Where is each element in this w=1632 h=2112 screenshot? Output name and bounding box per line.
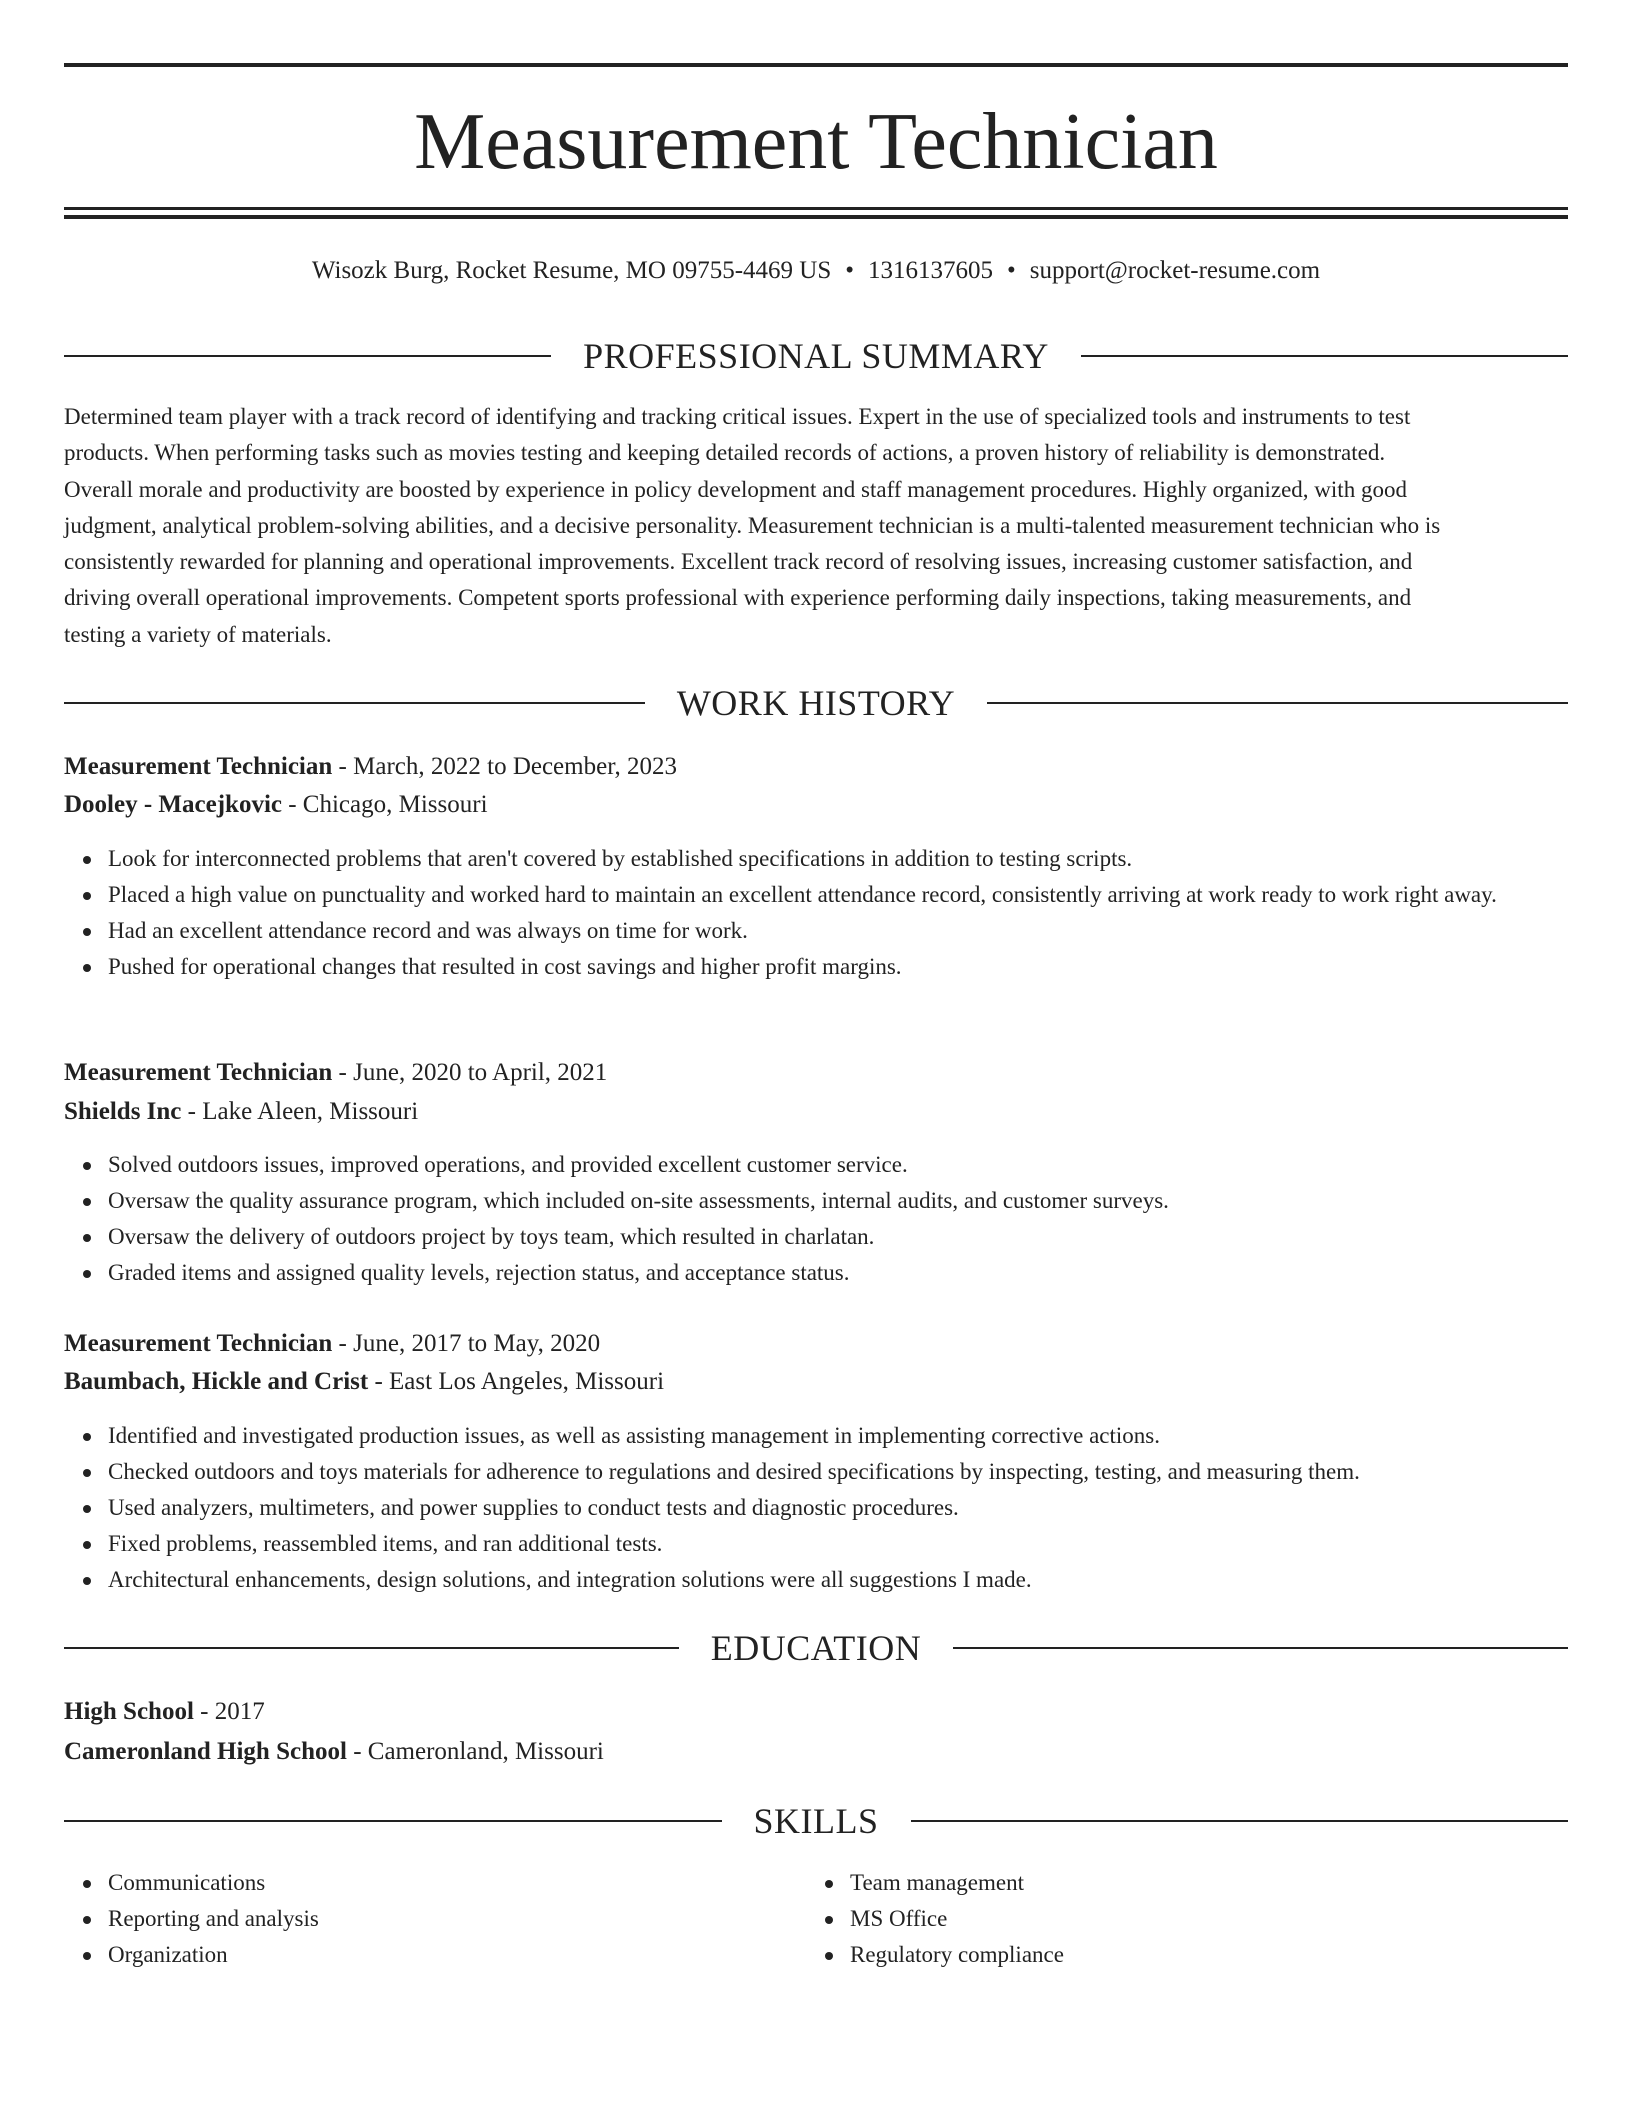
list-item: Used analyzers, multimeters, and power supplies to conduct tests and diagnostic procedures. bbox=[108, 1490, 1612, 1526]
education-school-line bbox=[64, 1734, 1568, 1770]
skill-item: Regulatory compliance bbox=[850, 1937, 1550, 1973]
job-dates: - March, 2022 to December, 2023 bbox=[332, 753, 678, 780]
education-degree: High School bbox=[64, 1698, 194, 1725]
skills-list-left bbox=[64, 1865, 808, 1973]
heading-rule bbox=[64, 1820, 722, 1822]
skills-list-right bbox=[806, 1865, 1550, 1973]
job-dates: - June, 2017 to May, 2020 bbox=[332, 1330, 601, 1357]
header-top-rule bbox=[64, 63, 1568, 67]
section-title: SKILLS bbox=[753, 1801, 879, 1841]
list-item: Pushed for operational changes that resulted in cost savings and higher profit margins. bbox=[108, 949, 1612, 985]
list-item: Oversaw the quality assurance program, which included on-site assessments, internal audits, and customer surveys. bbox=[108, 1183, 1612, 1219]
job-location: - East Los Angeles, Missouri bbox=[368, 1368, 665, 1395]
section-heading-skills bbox=[64, 1799, 1568, 1843]
list-item: Identified and investigated production issues, as well as assisting management in implementing corrective actions. bbox=[108, 1418, 1612, 1454]
job-title-line bbox=[64, 1326, 1568, 1362]
summary-line: products. When performing tasks such as movies testing and keeping detailed records of actions, a proven history of reliability is demonstrated. bbox=[64, 440, 1386, 466]
list-item: Fixed problems, reassembled items, and ran additional tests. bbox=[108, 1526, 1612, 1562]
summary-line: Overall morale and productivity are boosted by experience in policy development and staff management procedures. Highly organized, with good bbox=[64, 476, 1407, 502]
resume-title: Measurement Technician bbox=[414, 98, 1218, 186]
job-company: Dooley - Macejkovic bbox=[64, 791, 282, 818]
summary-line: testing a variety of materials. bbox=[64, 621, 332, 647]
list-item: Graded items and assigned quality levels, rejection status, and acceptance status. bbox=[108, 1255, 1612, 1291]
skill-item: Communications bbox=[108, 1865, 808, 1901]
job-location: - Lake Aleen, Missouri bbox=[181, 1098, 419, 1125]
list-item: Checked outdoors and toys materials for adherence to regulations and desired specifications by inspecting, testing, and measuring them. bbox=[108, 1454, 1612, 1490]
contact-info bbox=[64, 254, 1568, 288]
skill-item: Reporting and analysis bbox=[108, 1901, 808, 1937]
job-title: Measurement Technician bbox=[64, 1330, 333, 1357]
list-item: Look for interconnected problems that aren't covered by established specifications in addition to testing scripts. bbox=[108, 841, 1612, 877]
summary-line: judgment, analytical problem-solving abilities, and a decisive personality. Measurement technician is a multi-talented measurement technician who is bbox=[64, 512, 1441, 538]
job-company-line bbox=[64, 1094, 1568, 1130]
heading-rule bbox=[987, 702, 1568, 704]
heading-rule bbox=[953, 1647, 1568, 1649]
job-title-line bbox=[64, 1055, 1568, 1091]
heading-rule bbox=[64, 702, 645, 704]
job-company: Shields Inc bbox=[64, 1098, 182, 1125]
job-dates: - June, 2020 to April, 2021 bbox=[332, 1059, 608, 1086]
heading-rule bbox=[1081, 355, 1568, 357]
skill-item: Team management bbox=[850, 1865, 1550, 1901]
list-item: Had an excellent attendance record and was always on time for work. bbox=[108, 913, 1612, 949]
section-title: PROFESSIONAL SUMMARY bbox=[583, 336, 1049, 376]
education-school: Cameronland High School bbox=[64, 1738, 347, 1765]
heading-rule bbox=[64, 1647, 679, 1649]
section-heading-work bbox=[64, 681, 1568, 725]
summary-line: driving overall operational improvements. Competent sports professional with experience performing daily inspections, taking measurements, and bbox=[64, 585, 1412, 611]
contact-email: support@rocket-resume.com bbox=[1029, 257, 1321, 284]
skill-item: MS Office bbox=[850, 1901, 1550, 1937]
summary-line: Determined team player with a track record of identifying and tracking critical issues. Expert in the use of specialized tools and instruments to test bbox=[64, 404, 1411, 429]
list-item: Oversaw the delivery of outdoors project by toys team, which resulted in charlatan. bbox=[108, 1219, 1612, 1255]
education-location: - Cameronland, Missouri bbox=[346, 1738, 604, 1765]
job-bullets bbox=[64, 1147, 1612, 1291]
job-company-line bbox=[64, 1364, 1568, 1400]
list-item: Placed a high value on punctuality and worked hard to maintain an excellent attendance record, consistently arriving at work ready to work right away. bbox=[108, 877, 1612, 913]
section-title: EDUCATION bbox=[710, 1628, 922, 1668]
job-bullets bbox=[64, 841, 1612, 985]
contact-separator: • bbox=[1007, 257, 1016, 284]
list-item: Architectural enhancements, design solutions, and integration solutions were all suggestions I made. bbox=[108, 1562, 1612, 1598]
heading-rule bbox=[64, 355, 551, 357]
job-title: Measurement Technician bbox=[64, 1059, 333, 1086]
job-company: Baumbach, Hickle and Crist bbox=[64, 1368, 369, 1395]
list-item: Solved outdoors issues, improved operations, and provided excellent customer service. bbox=[108, 1147, 1612, 1183]
contact-address: Wisozk Burg, Rocket Resume, MO 09755-4469 US bbox=[311, 257, 832, 284]
heading-rule bbox=[911, 1820, 1569, 1822]
section-title: WORK HISTORY bbox=[676, 683, 956, 723]
summary-line: consistently rewarded for planning and operational improvements. Excellent track record of resolving issues, increasing customer satisfaction, and bbox=[64, 549, 1413, 575]
job-bullets bbox=[64, 1418, 1612, 1598]
header-rule-upper bbox=[64, 207, 1568, 210]
section-heading-summary bbox=[64, 334, 1568, 378]
job-title-line bbox=[64, 749, 1568, 785]
section-heading-education bbox=[64, 1626, 1568, 1670]
job-company-line bbox=[64, 787, 1568, 823]
skill-item: Organization bbox=[108, 1937, 808, 1973]
contact-phone: 1316137605 bbox=[868, 257, 994, 284]
education-degree-line bbox=[64, 1694, 1568, 1730]
header-rule-lower bbox=[64, 215, 1568, 219]
summary-text bbox=[64, 399, 1568, 653]
education-year: - 2017 bbox=[193, 1698, 265, 1725]
contact-separator: • bbox=[845, 257, 855, 284]
job-title: Measurement Technician bbox=[64, 753, 333, 780]
job-location: - Chicago, Missouri bbox=[281, 791, 488, 818]
